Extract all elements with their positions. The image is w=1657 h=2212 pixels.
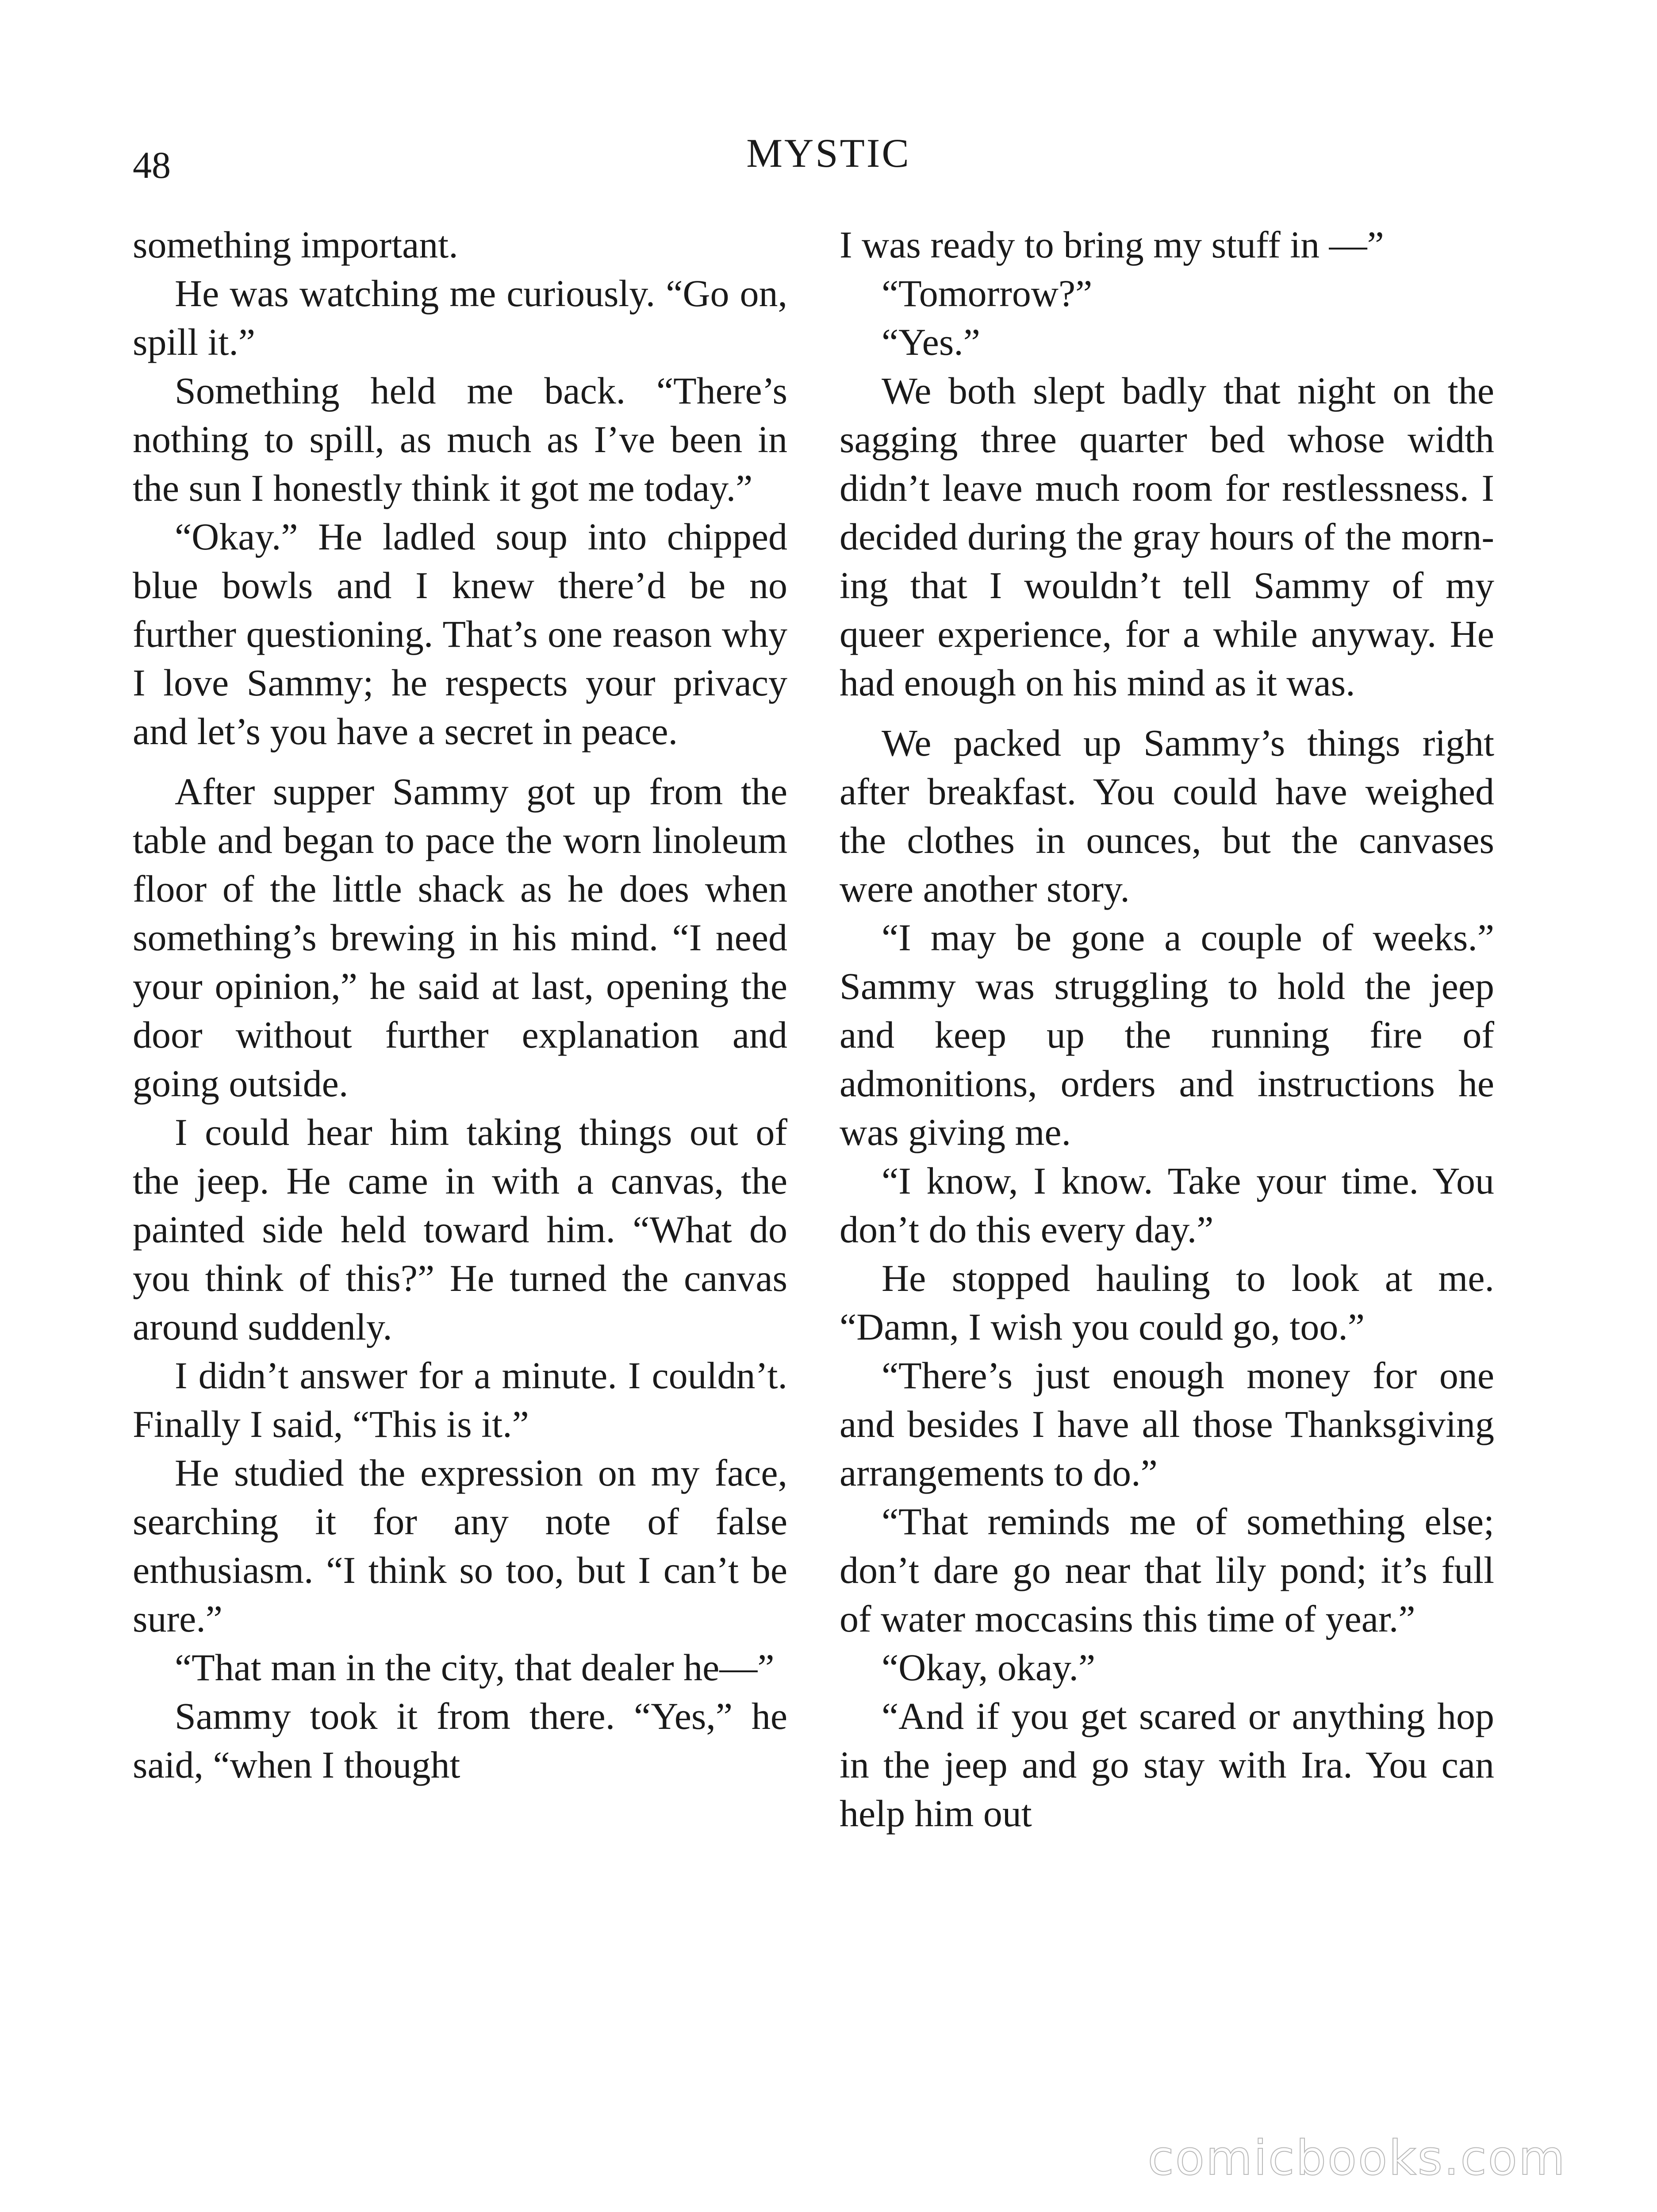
paragraph: something important. bbox=[133, 223, 458, 266]
paragraph: “I know, I know. Take your time. You don’t do this every day.” bbox=[840, 1160, 1494, 1251]
paragraph: He was watching me curiously. “Go on, spill it.” bbox=[133, 272, 787, 363]
paragraph: “And if you get scared or anything hop in the jeep and go stay with Ira. You can help him out bbox=[840, 1695, 1494, 1835]
paragraph: “Yes.” bbox=[882, 321, 980, 363]
left-column bbox=[133, 220, 787, 1789]
page-number: 48 bbox=[133, 144, 171, 186]
paragraph: “There’s just enough money for one and besides I have all those Thanksgiving arrangements to do.” bbox=[840, 1354, 1494, 1494]
paragraph: “Okay.” He ladled soup into chipped blue bowls and I knew there’d be no further questioning. That’s one reason why I love Sammy; he respects your privacy and let’s you have a secret in peace. bbox=[133, 515, 787, 753]
paragraph: “Okay, okay.” bbox=[882, 1646, 1096, 1689]
paragraph: We both slept badly that night on the sagging three quarter bed whose width didn’t leave much room for restlessness. I decided during the gray hours of the morning that I wouldn’t tell Sammy of my queer experience, for a while anyway. He had enough on his mind as it was. bbox=[840, 369, 1494, 704]
paragraph: “That man in the city, that dealer he—” bbox=[175, 1646, 775, 1689]
right-column bbox=[840, 220, 1494, 1838]
paragraph: After supper Sammy got up from the table and began to pace the worn linoleum floor of the little shack as he does when something’s brewing in his mind. “I need your opinion,” he said at last, opening the door without further explanation and going outside. bbox=[133, 770, 787, 1105]
running-title: MYSTIC bbox=[746, 131, 911, 176]
paragraph: “That reminds me of something else; don’t dare go near that lily pond; it’s full of water moccasins this time of year.” bbox=[840, 1500, 1494, 1640]
paragraph: “Tomorrow?” bbox=[882, 272, 1093, 315]
paragraph: I didn’t answer for a minute. I couldn’t. Finally I said, “This is it.” bbox=[133, 1354, 787, 1445]
paragraph: He studied the expression on my face, searching it for any note of false enthusiasm. “I think so too, but I can’t be sure.” bbox=[133, 1452, 787, 1640]
paragraph: “I may be gone a couple of weeks.” Sammy was struggling to hold the jeep and keep up the running fire of admonitions, orders and instructions he was giving me. bbox=[840, 916, 1494, 1153]
paragraph: Something held me back. “There’s nothing to spill, as much as I’ve been in the sun I honestly think it got me today.” bbox=[133, 369, 787, 509]
paragraph: Sammy took it from there. “Yes,” he said, “when I thought bbox=[133, 1695, 787, 1786]
paragraph: He stopped hauling to look at me. “Damn, I wish you could go, too.” bbox=[840, 1257, 1494, 1348]
paragraph: I was ready to bring my stuff in —” bbox=[840, 223, 1384, 266]
paragraph: We packed up Sammy’s things right after breakfast. You could have weighed the clothes in ounces, but the canvases were another story. bbox=[840, 722, 1494, 910]
watermark: comicbooks.com bbox=[1147, 2131, 1566, 2186]
paragraph: I could hear him taking things out of the jeep. He came in with a canvas, the painted side held toward him. “What do you think of this?” He turned the canvas around suddenly. bbox=[133, 1111, 787, 1348]
